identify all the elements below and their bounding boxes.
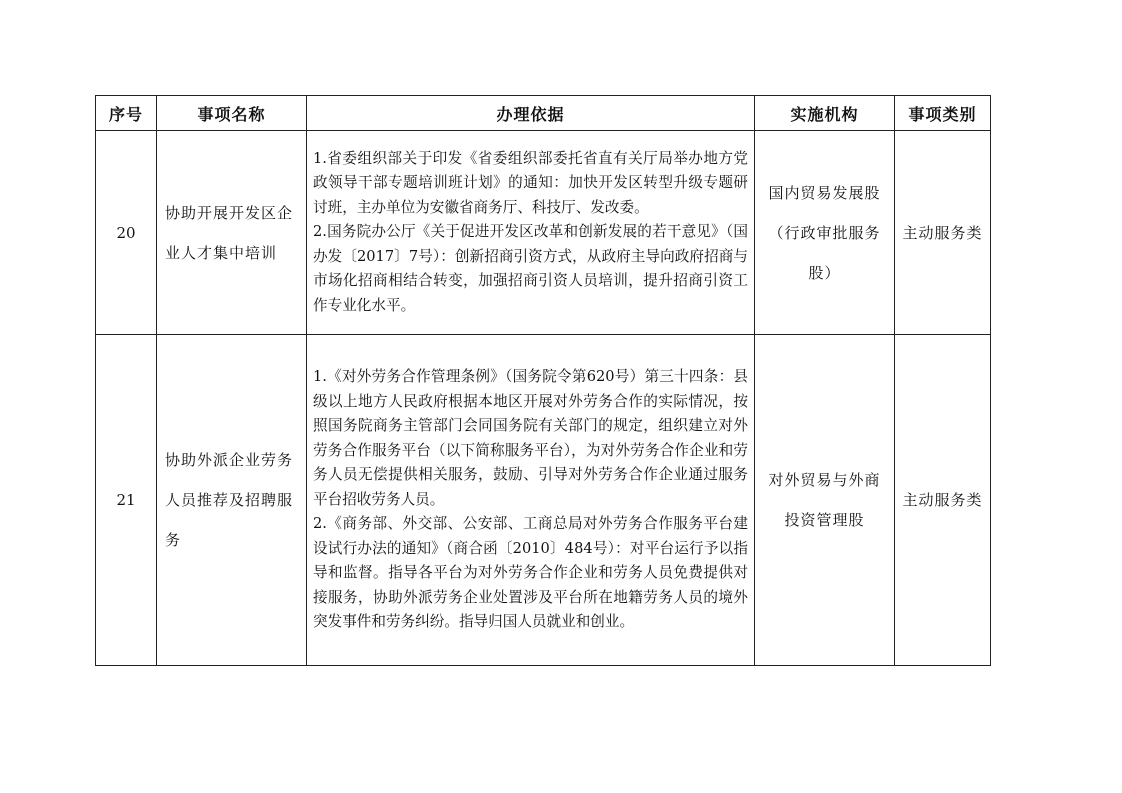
item-basis — [307, 335, 755, 666]
header-type: 事项类别 — [895, 96, 991, 131]
table-header-row — [96, 96, 991, 131]
service-items-table — [95, 95, 991, 666]
header-name: 事项名称 — [157, 96, 307, 131]
item-name: 协助开展开发区企业人才集中培训 — [157, 131, 307, 335]
row-number: 20 — [96, 131, 157, 335]
basis-clause: 2.《商务部、外交部、公安部、工商总局对外劳务合作服务平台建设试行办法的通知》（商合函〔2010〕484号）：对平台运行予以指导和监督。指导各平台为对外劳务合作企业和劳务人员免费提供对接服务，协助外派劳务企业处置涉及平台所在地籍劳务人员的境外突发事件和劳务纠纷。指导归国人员就业和创业。 — [313, 515, 748, 631]
item-type: 主动服务类 — [895, 131, 991, 335]
item-name: 协助外派企业劳务人员推荐及招聘服务 — [157, 335, 307, 666]
table-row — [96, 131, 991, 335]
basis-clause: 1.《对外劳务合作管理条例》（国务院令第620号）第三十四条：县级以上地方人民政府根据本地区开展对外劳务合作的实际情况，按照国务院商务主管部门会同国务院有关部门的规定，组织建立对外劳务合作服务平台（以下简称服务平台），为对外劳务合作企业和劳务人员无偿提供相关服务，鼓励、引导对外劳务合作企业通过服务平台招收劳务人员。 — [313, 368, 748, 508]
item-basis — [307, 131, 755, 335]
header-basis: 办理依据 — [307, 96, 755, 131]
header-org: 实施机构 — [755, 96, 895, 131]
header-no: 序号 — [96, 96, 157, 131]
item-org: 国内贸易发展股（行政审批服务股） — [755, 131, 895, 335]
basis-clause: 1.省委组织部关于印发《省委组织部委托省直有关厅局举办地方党政领导干部专题培训班计划》的通知：加快开发区转型升级专题研讨班，主办单位为安徽省商务厅、科技厅、发改委。 — [313, 149, 748, 216]
row-number: 21 — [96, 335, 157, 666]
table-row — [96, 335, 991, 666]
item-org: 对外贸易与外商投资管理股 — [755, 335, 895, 666]
item-type: 主动服务类 — [895, 335, 991, 666]
basis-clause: 2.国务院办公厅《关于促进开发区改革和创新发展的若干意见》（国办发〔2017〕7号）：创新招商引资方式，从政府主导向政府招商与市场化招商相结合转变，加强招商引资人员培训，提升招商引资工作专业化水平。 — [313, 223, 748, 314]
